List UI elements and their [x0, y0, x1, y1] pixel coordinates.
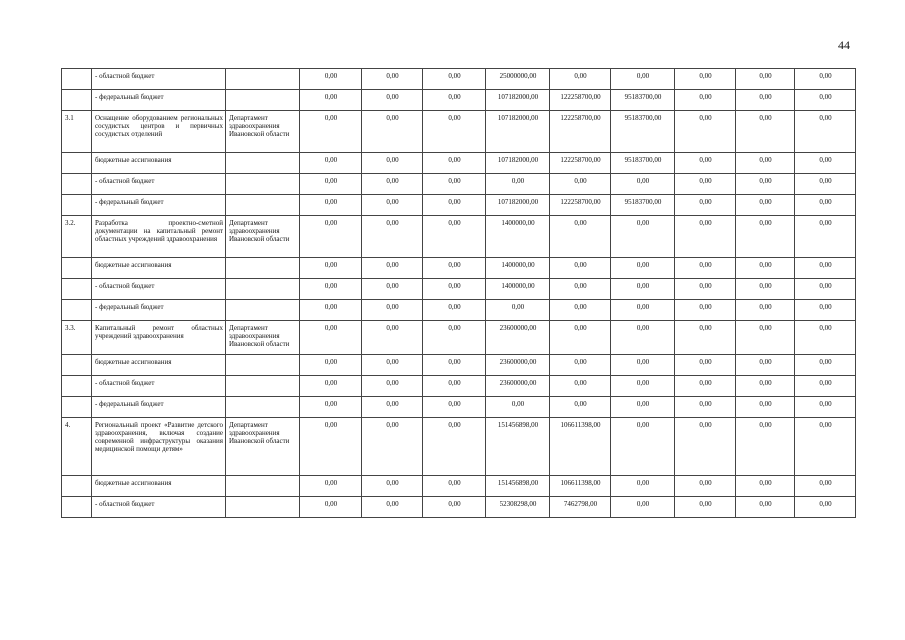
- amount-cell: 0,00: [300, 376, 362, 397]
- table-row: [62, 258, 856, 279]
- row-description: Оснащение оборудованием региональных сосудистых центров и первичных сосудистых отделений: [92, 111, 226, 153]
- amount-cell: 0,00: [300, 355, 362, 376]
- amount-cell: 0,00: [795, 355, 856, 376]
- amount-cell: 0,00: [795, 321, 856, 355]
- amount-cell: 122258700,00: [550, 111, 611, 153]
- amount-cell: 107182000,00: [486, 153, 550, 174]
- amount-cell: 0,00: [611, 279, 675, 300]
- amount-cell: 95183700,00: [611, 153, 675, 174]
- row-number: [62, 258, 92, 279]
- row-description: Разработка проектно-сметной документации на капитальный ремонт областных учреждений здравоохранения: [92, 216, 226, 258]
- amount-cell: 107182000,00: [486, 111, 550, 153]
- amount-cell: 0,00: [611, 69, 675, 90]
- amount-cell: 0,00: [300, 195, 362, 216]
- amount-cell: 0,00: [795, 279, 856, 300]
- row-description: бюджетные ассигнования: [92, 476, 226, 497]
- amount-cell: 0,00: [300, 216, 362, 258]
- amount-cell: 0,00: [736, 376, 795, 397]
- amount-cell: 0,00: [362, 195, 423, 216]
- row-number: [62, 397, 92, 418]
- amount-cell: 0,00: [611, 397, 675, 418]
- amount-cell: 0,00: [675, 418, 736, 476]
- amount-cell: 0,00: [550, 321, 611, 355]
- amount-cell: 0,00: [795, 195, 856, 216]
- row-department: [226, 300, 300, 321]
- row-description: - федеральный бюджет: [92, 90, 226, 111]
- amount-cell: 0,00: [675, 300, 736, 321]
- amount-cell: 23600000,00: [486, 321, 550, 355]
- amount-cell: 0,00: [611, 418, 675, 476]
- amount-cell: 0,00: [423, 300, 486, 321]
- table-row: [62, 216, 856, 258]
- amount-cell: 0,00: [675, 258, 736, 279]
- row-number: [62, 279, 92, 300]
- amount-cell: 0,00: [362, 69, 423, 90]
- amount-cell: 0,00: [795, 476, 856, 497]
- row-department: [226, 497, 300, 518]
- amount-cell: 106611398,00: [550, 476, 611, 497]
- amount-cell: 52308298,00: [486, 497, 550, 518]
- amount-cell: 0,00: [423, 497, 486, 518]
- row-description: - областной бюджет: [92, 174, 226, 195]
- amount-cell: 0,00: [362, 258, 423, 279]
- amount-cell: 0,00: [550, 258, 611, 279]
- amount-cell: 0,00: [550, 300, 611, 321]
- amount-cell: 0,00: [736, 216, 795, 258]
- row-number: [62, 376, 92, 397]
- amount-cell: 0,00: [611, 476, 675, 497]
- amount-cell: 0,00: [675, 90, 736, 111]
- amount-cell: 0,00: [736, 355, 795, 376]
- amount-cell: 0,00: [550, 279, 611, 300]
- amount-cell: 0,00: [611, 258, 675, 279]
- amount-cell: 0,00: [423, 174, 486, 195]
- amount-cell: 107182000,00: [486, 195, 550, 216]
- row-department: [226, 69, 300, 90]
- amount-cell: 0,00: [423, 397, 486, 418]
- amount-cell: 0,00: [675, 279, 736, 300]
- amount-cell: 0,00: [611, 355, 675, 376]
- amount-cell: 0,00: [736, 195, 795, 216]
- amount-cell: 0,00: [362, 300, 423, 321]
- amount-cell: 0,00: [300, 397, 362, 418]
- amount-cell: 0,00: [486, 300, 550, 321]
- amount-cell: 0,00: [362, 418, 423, 476]
- amount-cell: 0,00: [675, 497, 736, 518]
- amount-cell: 122258700,00: [550, 153, 611, 174]
- amount-cell: 0,00: [550, 355, 611, 376]
- table-row: [62, 497, 856, 518]
- page-number: 44: [838, 38, 850, 52]
- amount-cell: 0,00: [736, 397, 795, 418]
- row-description: бюджетные ассигнования: [92, 258, 226, 279]
- row-description: - областной бюджет: [92, 376, 226, 397]
- amount-cell: 0,00: [362, 111, 423, 153]
- amount-cell: 0,00: [423, 279, 486, 300]
- amount-cell: 0,00: [300, 279, 362, 300]
- amount-cell: 0,00: [300, 300, 362, 321]
- amount-cell: 0,00: [362, 476, 423, 497]
- row-department: [226, 195, 300, 216]
- amount-cell: 0,00: [423, 90, 486, 111]
- table-row: [62, 376, 856, 397]
- row-number: 3.2.: [62, 216, 92, 258]
- row-number: [62, 497, 92, 518]
- amount-cell: 0,00: [550, 69, 611, 90]
- amount-cell: 0,00: [795, 216, 856, 258]
- amount-cell: 0,00: [675, 355, 736, 376]
- amount-cell: 23600000,00: [486, 355, 550, 376]
- amount-cell: 106611398,00: [550, 418, 611, 476]
- amount-cell: 0,00: [795, 497, 856, 518]
- table-row: [62, 69, 856, 90]
- amount-cell: 0,00: [362, 279, 423, 300]
- amount-cell: 0,00: [795, 153, 856, 174]
- amount-cell: 0,00: [300, 321, 362, 355]
- amount-cell: 0,00: [736, 300, 795, 321]
- amount-cell: 0,00: [550, 376, 611, 397]
- row-number: [62, 90, 92, 111]
- row-department: Департамент здравоохранения Ивановской области: [226, 321, 300, 355]
- amount-cell: 0,00: [611, 376, 675, 397]
- amount-cell: 0,00: [611, 174, 675, 195]
- amount-cell: 0,00: [795, 258, 856, 279]
- amount-cell: 95183700,00: [611, 90, 675, 111]
- amount-cell: 0,00: [736, 279, 795, 300]
- amount-cell: 0,00: [362, 90, 423, 111]
- amount-cell: 0,00: [550, 216, 611, 258]
- amount-cell: 7462798,00: [550, 497, 611, 518]
- amount-cell: 0,00: [736, 153, 795, 174]
- row-number: [62, 476, 92, 497]
- row-number: [62, 300, 92, 321]
- amount-cell: 0,00: [486, 174, 550, 195]
- row-department: Департамент здравоохранения Ивановской области: [226, 111, 300, 153]
- row-description: - федеральный бюджет: [92, 397, 226, 418]
- row-description: Региональный проект «Развитие детского здравоохранения, включая создание современной инфраструктуры оказания медицинской помощи детям»: [92, 418, 226, 476]
- amount-cell: 0,00: [423, 321, 486, 355]
- row-description: - федеральный бюджет: [92, 195, 226, 216]
- amount-cell: 0,00: [736, 321, 795, 355]
- amount-cell: 95183700,00: [611, 195, 675, 216]
- amount-cell: 0,00: [423, 153, 486, 174]
- amount-cell: 0,00: [300, 69, 362, 90]
- amount-cell: 0,00: [611, 497, 675, 518]
- amount-cell: 0,00: [795, 376, 856, 397]
- amount-cell: 0,00: [362, 153, 423, 174]
- table-row: [62, 300, 856, 321]
- row-department: [226, 153, 300, 174]
- amount-cell: 0,00: [675, 69, 736, 90]
- table-row: [62, 195, 856, 216]
- row-department: [226, 90, 300, 111]
- row-department: [226, 258, 300, 279]
- table-row: [62, 355, 856, 376]
- amount-cell: 0,00: [675, 321, 736, 355]
- amount-cell: 0,00: [736, 476, 795, 497]
- amount-cell: 0,00: [795, 300, 856, 321]
- row-description: Капитальный ремонт областных учреждений здравоохранения: [92, 321, 226, 355]
- amount-cell: 0,00: [736, 497, 795, 518]
- amount-cell: 0,00: [362, 497, 423, 518]
- row-department: [226, 279, 300, 300]
- amount-cell: 1400000,00: [486, 258, 550, 279]
- amount-cell: 0,00: [795, 174, 856, 195]
- amount-cell: 0,00: [300, 476, 362, 497]
- amount-cell: 122258700,00: [550, 195, 611, 216]
- row-department: [226, 397, 300, 418]
- amount-cell: 0,00: [611, 300, 675, 321]
- table-row: [62, 397, 856, 418]
- amount-cell: 0,00: [675, 376, 736, 397]
- amount-cell: 0,00: [423, 69, 486, 90]
- amount-cell: 0,00: [736, 90, 795, 111]
- amount-cell: 0,00: [362, 355, 423, 376]
- amount-cell: 0,00: [795, 69, 856, 90]
- row-number: [62, 174, 92, 195]
- amount-cell: 0,00: [486, 397, 550, 418]
- table-row: [62, 111, 856, 153]
- row-number: [62, 69, 92, 90]
- amount-cell: 25000000,00: [486, 69, 550, 90]
- amount-cell: 122258700,00: [550, 90, 611, 111]
- amount-cell: 0,00: [362, 376, 423, 397]
- amount-cell: 0,00: [300, 90, 362, 111]
- amount-cell: 0,00: [736, 69, 795, 90]
- amount-cell: 0,00: [795, 418, 856, 476]
- amount-cell: 0,00: [300, 497, 362, 518]
- amount-cell: 0,00: [362, 174, 423, 195]
- table-row: [62, 90, 856, 111]
- row-department: [226, 376, 300, 397]
- amount-cell: 0,00: [550, 397, 611, 418]
- table-row: [62, 174, 856, 195]
- amount-cell: 0,00: [736, 258, 795, 279]
- row-description: - федеральный бюджет: [92, 300, 226, 321]
- table-row: [62, 418, 856, 476]
- amount-cell: 0,00: [795, 397, 856, 418]
- amount-cell: 151456898,00: [486, 476, 550, 497]
- amount-cell: 0,00: [423, 418, 486, 476]
- row-description: бюджетные ассигнования: [92, 355, 226, 376]
- amount-cell: 0,00: [611, 321, 675, 355]
- amount-cell: 151456898,00: [486, 418, 550, 476]
- row-department: [226, 174, 300, 195]
- row-department: Департамент здравоохранения Ивановской области: [226, 216, 300, 258]
- amount-cell: 0,00: [362, 321, 423, 355]
- amount-cell: 0,00: [423, 355, 486, 376]
- amount-cell: 0,00: [362, 216, 423, 258]
- row-description: бюджетные ассигнования: [92, 153, 226, 174]
- row-department: [226, 476, 300, 497]
- amount-cell: 0,00: [795, 111, 856, 153]
- amount-cell: 0,00: [736, 111, 795, 153]
- amount-cell: 1400000,00: [486, 216, 550, 258]
- amount-cell: 0,00: [423, 476, 486, 497]
- amount-cell: 0,00: [675, 195, 736, 216]
- table-row: [62, 279, 856, 300]
- amount-cell: 0,00: [300, 111, 362, 153]
- amount-cell: 0,00: [423, 258, 486, 279]
- amount-cell: 0,00: [423, 111, 486, 153]
- amount-cell: 0,00: [675, 174, 736, 195]
- amount-cell: 0,00: [675, 397, 736, 418]
- row-department: [226, 355, 300, 376]
- row-number: 3.1: [62, 111, 92, 153]
- row-number: 3.3.: [62, 321, 92, 355]
- amount-cell: 0,00: [675, 476, 736, 497]
- amount-cell: 1400000,00: [486, 279, 550, 300]
- row-number: [62, 355, 92, 376]
- row-description: - областной бюджет: [92, 497, 226, 518]
- budget-table: [61, 68, 856, 518]
- amount-cell: 0,00: [300, 174, 362, 195]
- amount-cell: 23600000,00: [486, 376, 550, 397]
- amount-cell: 0,00: [736, 174, 795, 195]
- amount-cell: 0,00: [300, 258, 362, 279]
- amount-cell: 0,00: [362, 397, 423, 418]
- amount-cell: 107182000,00: [486, 90, 550, 111]
- table-row: [62, 476, 856, 497]
- row-department: Департамент здравоохранения Ивановской области: [226, 418, 300, 476]
- amount-cell: 0,00: [550, 174, 611, 195]
- amount-cell: 0,00: [423, 195, 486, 216]
- amount-cell: 0,00: [675, 216, 736, 258]
- amount-cell: 0,00: [675, 153, 736, 174]
- amount-cell: 0,00: [675, 111, 736, 153]
- amount-cell: 0,00: [795, 90, 856, 111]
- amount-cell: 95183700,00: [611, 111, 675, 153]
- table-body: [62, 69, 856, 518]
- row-description: - областной бюджет: [92, 69, 226, 90]
- table-row: [62, 153, 856, 174]
- amount-cell: 0,00: [423, 216, 486, 258]
- row-description: - областной бюджет: [92, 279, 226, 300]
- amount-cell: 0,00: [423, 376, 486, 397]
- amount-cell: 0,00: [300, 418, 362, 476]
- table-row: [62, 321, 856, 355]
- amount-cell: 0,00: [611, 216, 675, 258]
- amount-cell: 0,00: [736, 418, 795, 476]
- row-number: [62, 195, 92, 216]
- row-number: 4.: [62, 418, 92, 476]
- row-number: [62, 153, 92, 174]
- amount-cell: 0,00: [300, 153, 362, 174]
